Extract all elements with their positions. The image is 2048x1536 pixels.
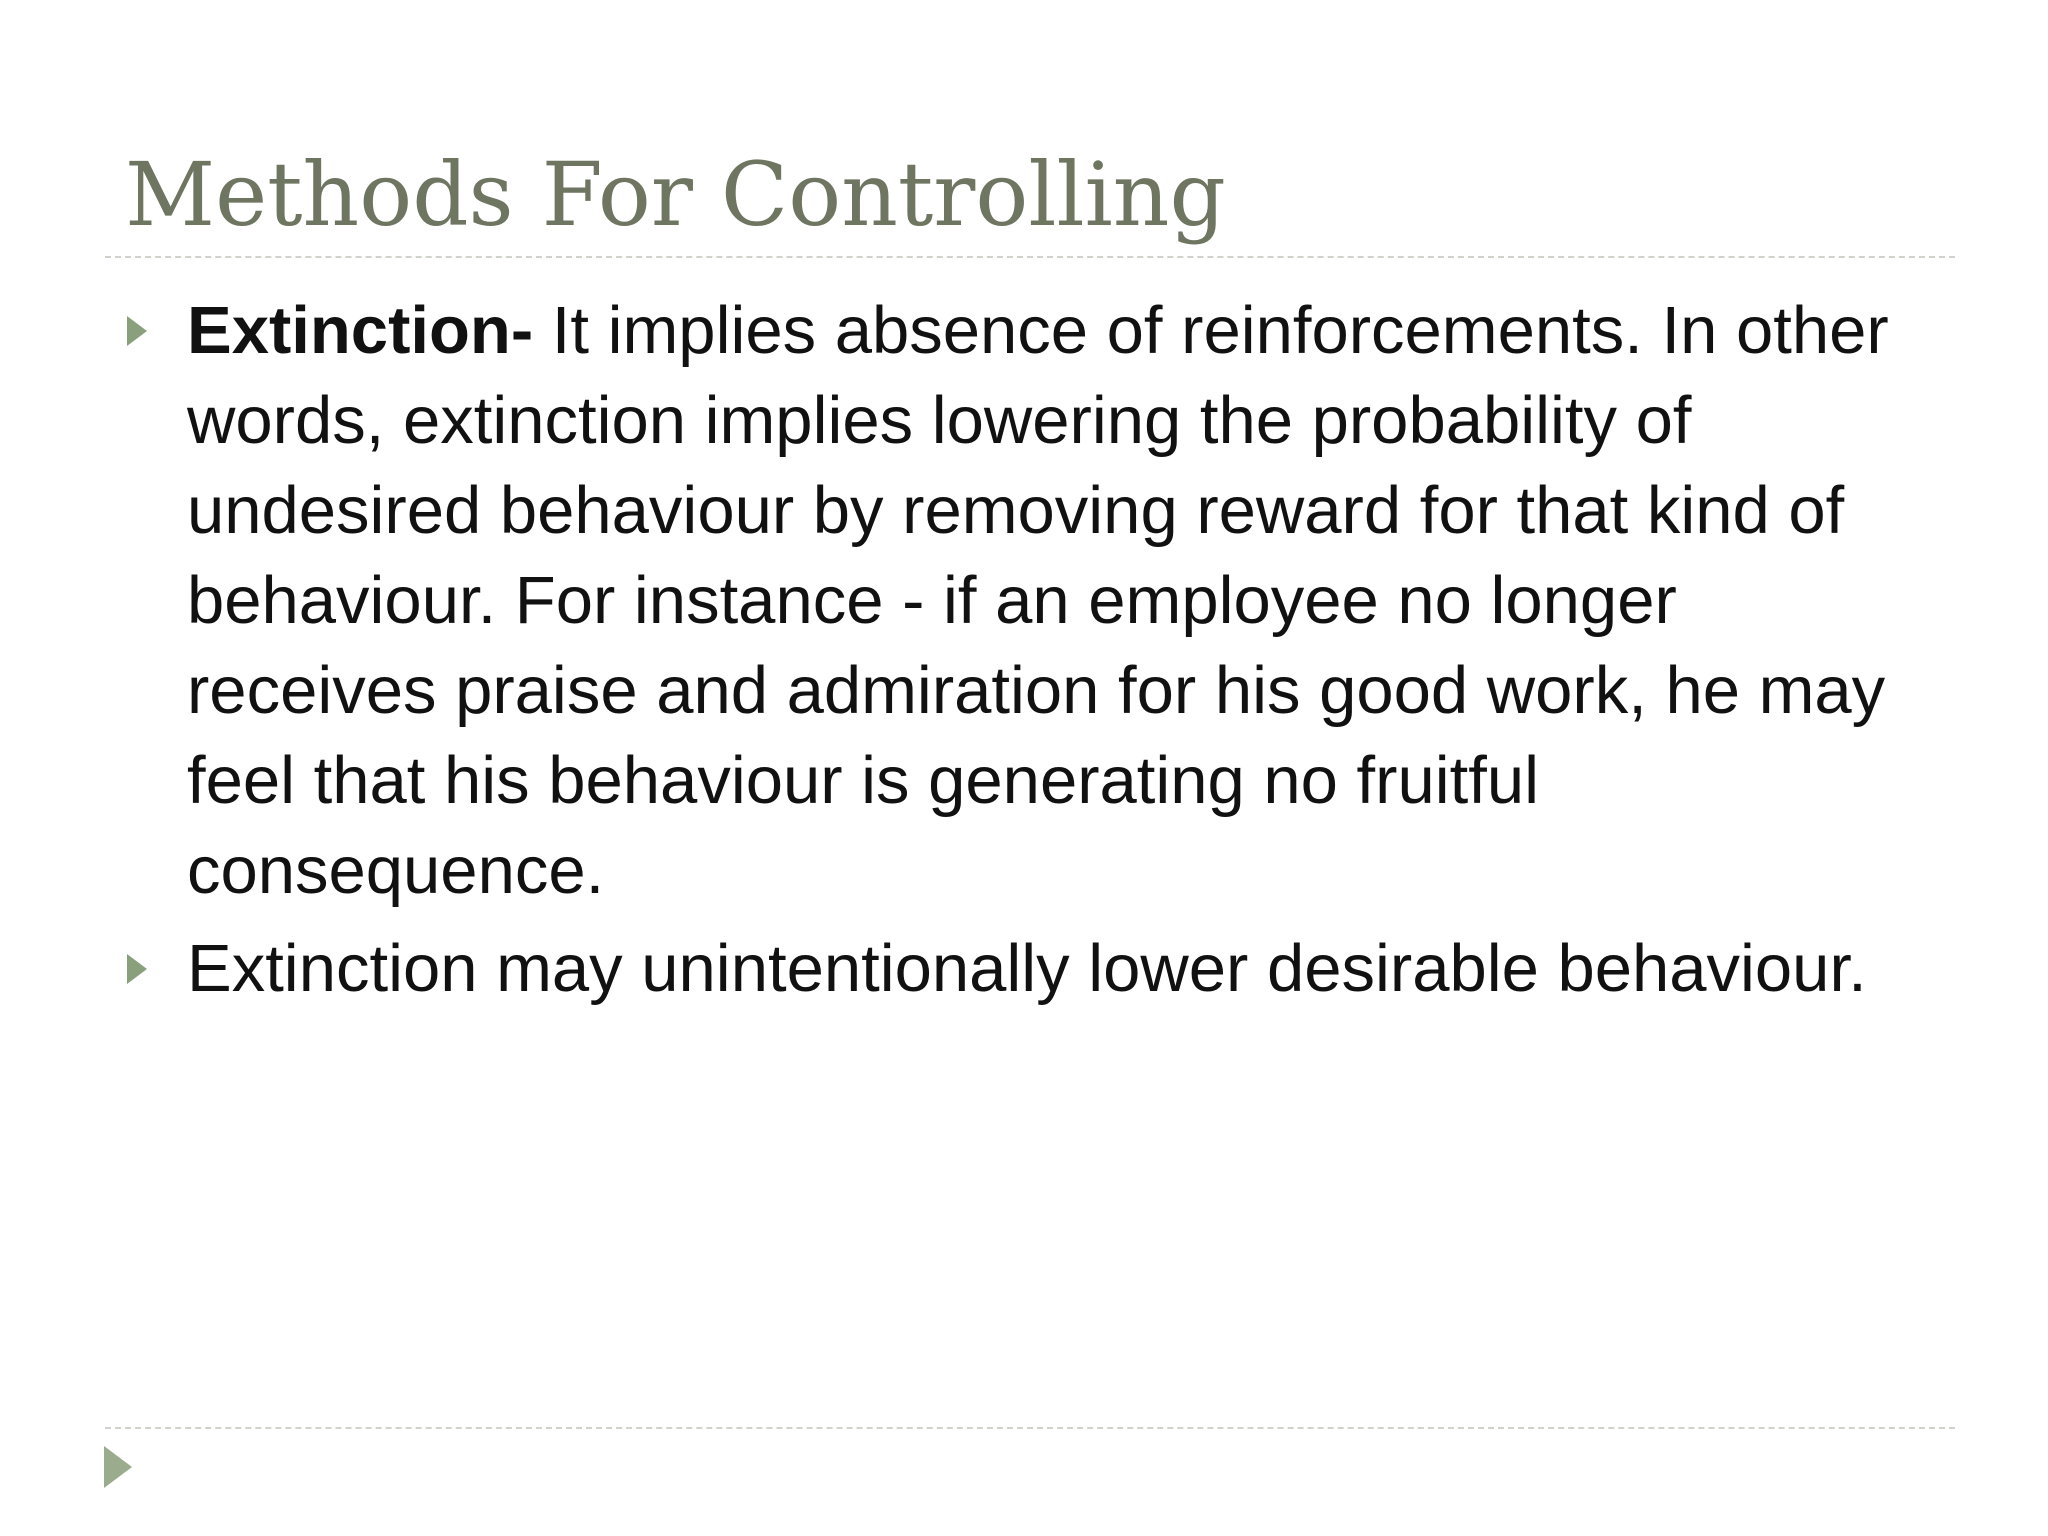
bullet-list bbox=[125, 286, 1925, 1022]
bullet-text: It implies absence of reinforcements. In other words, extinction implies lowering the probability of undesired behaviour by removing reward for that kind of behaviour. For instance - if an employee no longer receives praise and admiration for his good work, he may feel that his behaviour is generating no fruitful consequence. bbox=[187, 293, 1889, 908]
slide-title: Methods For Controlling bbox=[125, 143, 1226, 246]
bullet-term: Extinction- bbox=[187, 293, 534, 368]
title-divider bbox=[105, 256, 1955, 258]
bullet-text: Extinction may unintentionally lower desirable behaviour. bbox=[187, 931, 1867, 1006]
footer-divider bbox=[105, 1427, 1955, 1429]
bullet-item-extinction-definition bbox=[125, 286, 1925, 916]
next-slide-arrow-icon[interactable] bbox=[104, 1446, 132, 1488]
triangle-right-icon bbox=[127, 316, 147, 346]
bullet-item-extinction-effect bbox=[125, 924, 1925, 1014]
triangle-right-icon bbox=[127, 954, 147, 984]
